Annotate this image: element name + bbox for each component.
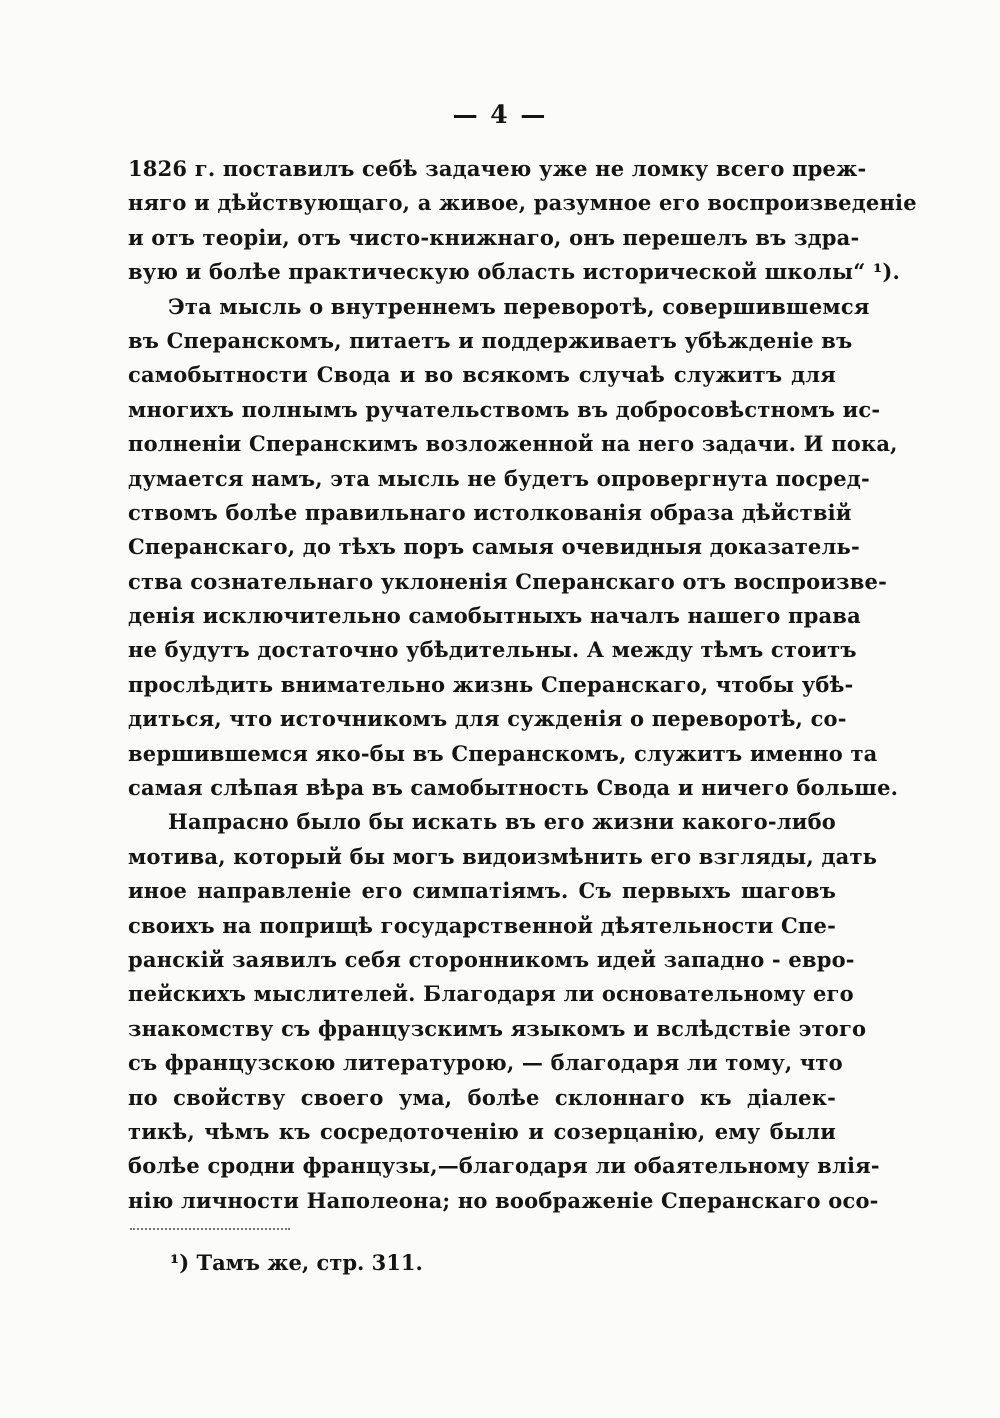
text-line: прослѣдить внимательно жизнь Сперанскаго, чтобы убѣ- (128, 671, 854, 697)
text-line: ства сознательнаго уклоненія Сперанскаго отъ воспроизве- (128, 568, 887, 594)
text-line: не будутъ достаточно убѣдительны. А между тѣмъ стоитъ (128, 637, 857, 663)
text-line: Сперанскаго, до тѣхъ поръ самыя очевидныя доказатель- (128, 534, 860, 560)
text-line: ранскій заявилъ себя сторонникомъ идей западно - евро- (128, 946, 855, 972)
text-line: няго и дѣйствующаго, а живое, разумное его воспроизведеніе (128, 190, 917, 216)
text-line: знакомству съ французскимъ языкомъ и вслѣдствіе этого (128, 1015, 867, 1041)
text-line: диться, что источникомъ для сужденія о переворотѣ, со- (128, 706, 847, 732)
text-line: съ французскою литературою, — благодаря ли тому, что (128, 1050, 843, 1076)
text-line: ствомъ болѣе правильнаго истолкованія образа дѣйствій (128, 499, 852, 525)
text-line: болѣе сродни французы,—благодаря ли обаятельному влія- (128, 1153, 880, 1179)
text-line: думается намъ, эта мысль не будетъ опровергнута посред- (128, 465, 870, 491)
text-line: Эта мысль о внутреннемъ переворотѣ, совершившемся (168, 293, 870, 319)
text-line: самобытности Свода и во всякомъ случаѣ служитъ для (128, 362, 836, 388)
text-line: Напрасно было бы искать въ его жизни какого-либо (168, 809, 836, 835)
text-line: вершившемся яко-бы въ Сперанскомъ, служитъ именно та (128, 740, 878, 766)
text-line: иное направленіе его симпатіямъ. Съ первыхъ шаговъ (128, 878, 836, 904)
text-line: по свойству своего ума, болѣе склоннаго къ діалек- (128, 1084, 836, 1110)
text-line: своихъ на поприщѣ государственной дѣятельности Спе- (128, 912, 836, 938)
text-line: въ Сперанскомъ, питаетъ и поддерживаетъ убѣжденіе въ (128, 327, 853, 353)
text-line: 1826 г. поставилъ себѣ задачею уже не ломку всего преж- (128, 156, 867, 181)
footnote: ¹) Тамъ же, стр. 311. (170, 1250, 423, 1275)
text-line: пейскихъ мыслителей. Благодаря ли основательному его (128, 981, 854, 1007)
footnote-separator (130, 1228, 290, 1230)
text-line: полненіи Сперанскимъ возложенной на него задачи. И пока, (128, 431, 898, 457)
text-line: нію личности Наполеона; но воображеніе Сперанскаго осо- (128, 1187, 879, 1213)
text-line: многихъ полнымъ ручательствомъ въ добросовѣстномъ ис- (128, 396, 881, 422)
text-line: тикѣ, чѣмъ къ сосредоточенію и созерцанію, ему были (128, 1118, 836, 1144)
text-line: вую и болѣе практическую область исторической школы“ ¹). (128, 259, 901, 285)
text-line: самая слѣпая вѣра въ самобытность Свода и ничего больше. (128, 775, 899, 801)
text-line: мотива, который бы могъ видоизмѣнить его взгляды, дать (128, 843, 878, 869)
page-number-header: — 4 — (452, 100, 548, 129)
text-line: денія исключительно самобытныхъ началъ нашего права (128, 603, 861, 629)
body-text (128, 152, 917, 1218)
text-line: и отъ теоріи, отъ чисто-книжнаго, онъ перешелъ въ здра- (128, 224, 860, 250)
